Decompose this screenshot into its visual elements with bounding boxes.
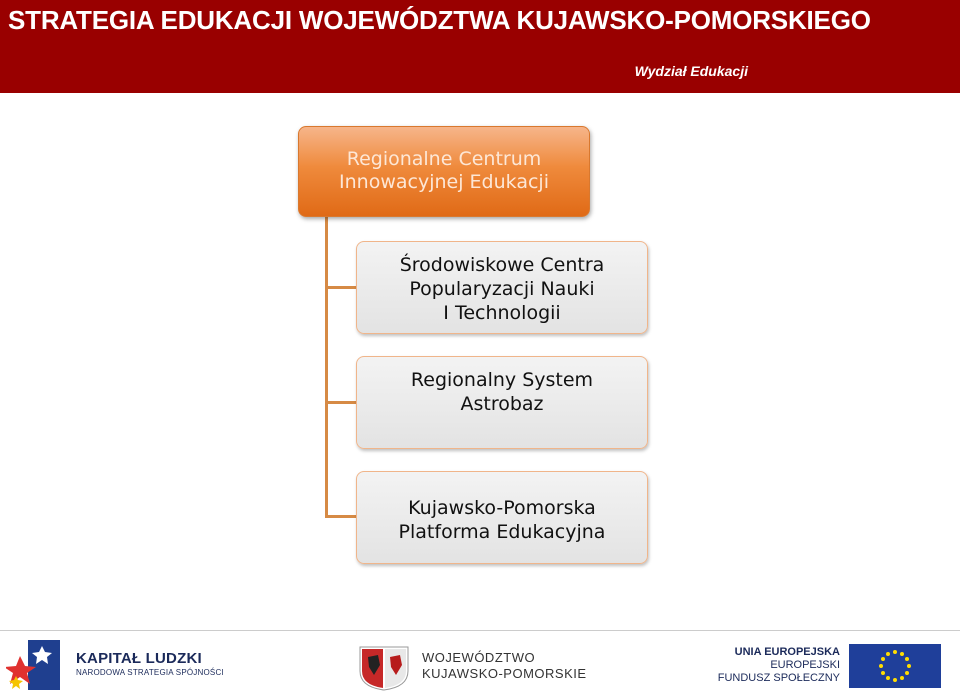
child-node-label: Kujawsko-Pomorska Platforma Edukacyjna <box>398 497 606 543</box>
header-bar <box>0 0 960 93</box>
kapital-ludzki-subtitle: NARODOWA STRATEGIA SPÓJNOŚCI <box>76 668 224 677</box>
eu-fund-text <box>718 645 840 685</box>
kapital-ludzki-title: KAPITAŁ LUDZKI <box>76 650 202 667</box>
coat-of-arms-icon <box>358 645 410 691</box>
wojewodztwo-line1: WOJEWÓDZTWO <box>422 650 536 665</box>
footer-logos <box>0 630 960 695</box>
child-node-label: Środowiskowe Centra Popularyzacji Nauki I Technologii <box>399 254 605 324</box>
root-node-label: Regionalne Centrum Innowacyjnej Edukacji <box>339 147 549 193</box>
diagram-root-node <box>298 126 590 217</box>
diagram-child-node-1 <box>356 241 648 334</box>
diagram-child-node-2 <box>356 356 648 449</box>
diagram-child-node-3 <box>356 471 648 564</box>
connector-branch-1 <box>325 286 356 289</box>
eu-line1: EUROPEJSKI <box>770 659 840 671</box>
connector-branch-3 <box>325 515 356 518</box>
eu-line2: FUNDUSZ SPOŁECZNY <box>717 672 840 684</box>
wojewodztwo-line2: KUJAWSKO-POMORSKIE <box>422 666 587 681</box>
eu-flag-icon <box>849 644 941 688</box>
child-node-label: Regionalny System Astrobaz <box>410 369 594 415</box>
kapital-ludzki-logo-icon <box>6 636 62 692</box>
department-label: Wydział Edukacji <box>634 63 748 79</box>
connector-trunk <box>325 217 328 517</box>
eu-title: UNIA EUROPEJSKA <box>734 646 840 658</box>
page-title: STRATEGIA EDUKACJI WOJEWÓDZTWA KUJAWSKO-POMORSKIEGO <box>8 5 871 35</box>
connector-branch-2 <box>325 401 356 404</box>
